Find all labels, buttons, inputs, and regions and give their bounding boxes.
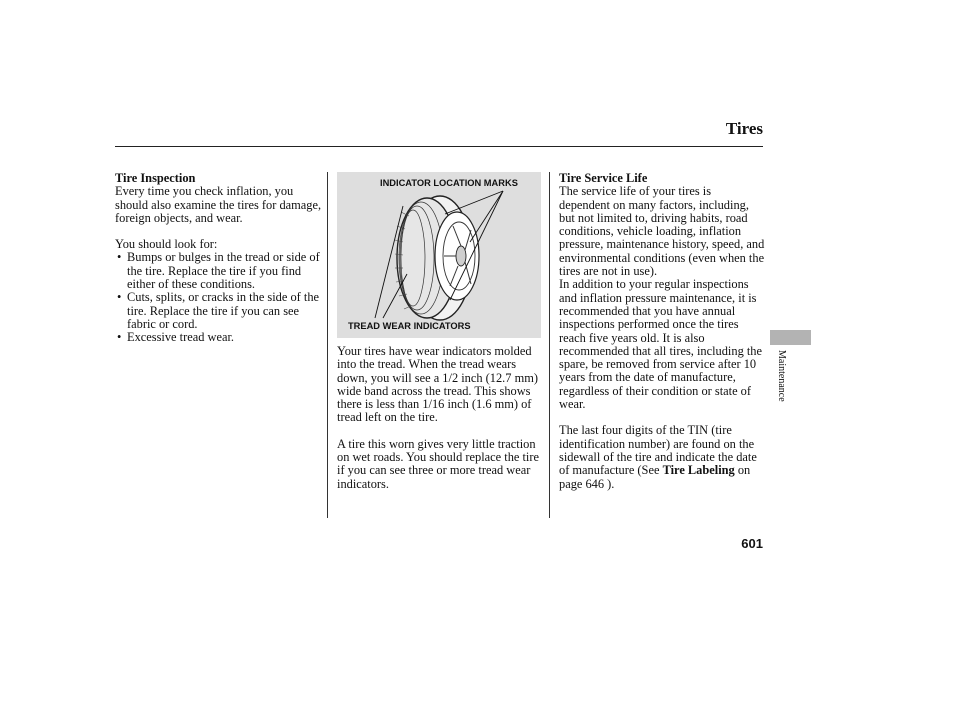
tire-drawing <box>337 172 541 338</box>
tire-inspection-section <box>115 172 323 345</box>
indicator-location-marks-label: INDICATOR LOCATION MARKS <box>380 178 518 188</box>
replace-tire-paragraph: A tire this worn gives very little traction on wet roads. You should replace the tire if you can see three or more tread wear indicators. <box>337 436 539 491</box>
page-number: 601 <box>741 536 763 551</box>
tire-inspection-heading: Tire Inspection <box>115 171 196 185</box>
tread-wear-indicators-label: TREAD WEAR INDICATORS <box>348 321 471 331</box>
title-rule <box>115 146 763 147</box>
tire-service-life-heading: Tire Service Life <box>559 171 648 185</box>
bullet-bumps-bulges: • Bumps or bulges in the tread or side of the tire. Replace the tire if you find either of these conditions. <box>115 251 323 291</box>
look-for-label: You should look for: <box>115 237 218 252</box>
tire-labeling-reference[interactable]: Tire Labeling <box>662 463 735 478</box>
wear-indicator-section <box>337 345 543 491</box>
service-life-paragraph: The service life of your tires is dependent on many factors, including, but not limited to, driving habits, road conditions, vehicle loading, inflation pressure, maintenance history, speed, and environmental conditions (even when the tires are not in use). <box>559 184 765 279</box>
section-tab-marker <box>770 330 811 345</box>
annual-inspection-paragraph: In addition to your regular inspections and inflation pressure maintenance, it is recommended that you have annual inspections performed once the tires reach five years old. It is also recommended that all tires, including the spare, be removed from service after 10 years from the date of manufacture, regardless of their condition or state of wear. <box>559 277 763 412</box>
tin-paragraph <box>559 424 765 490</box>
column-divider-left <box>327 172 328 518</box>
tire-service-life-section <box>559 172 765 491</box>
tire-illustration <box>337 172 541 338</box>
section-tab-label: Maintenance <box>776 350 787 402</box>
page-title: Tires <box>725 119 763 138</box>
bullet-tread-wear: • Excessive tread wear. <box>115 331 323 344</box>
bullet-cuts-splits: • Cuts, splits, or cracks in the side of the tire. Replace the tire if you can see fabric or cord. <box>115 291 323 331</box>
tire-inspection-intro: Every time you check inflation, you should also examine the tires for damage, foreign objects, and wear. <box>115 184 322 225</box>
tin-text: The last four digits of the TIN (tire identification number) are found on the sidewall of the tire and indicate the date of manufacture (See <box>559 423 757 478</box>
wear-indicator-paragraph: Your tires have wear indicators molded into the tread. When the tread wears down, you will see a 1/2 inch (12.7 mm) wide band across the tread. This shows there is less than 1/16 inch (1.6 mm) of tread left on the tire. <box>337 344 538 425</box>
tin-page-ref: on page 646 ). <box>559 463 751 491</box>
column-divider-right <box>549 172 550 518</box>
